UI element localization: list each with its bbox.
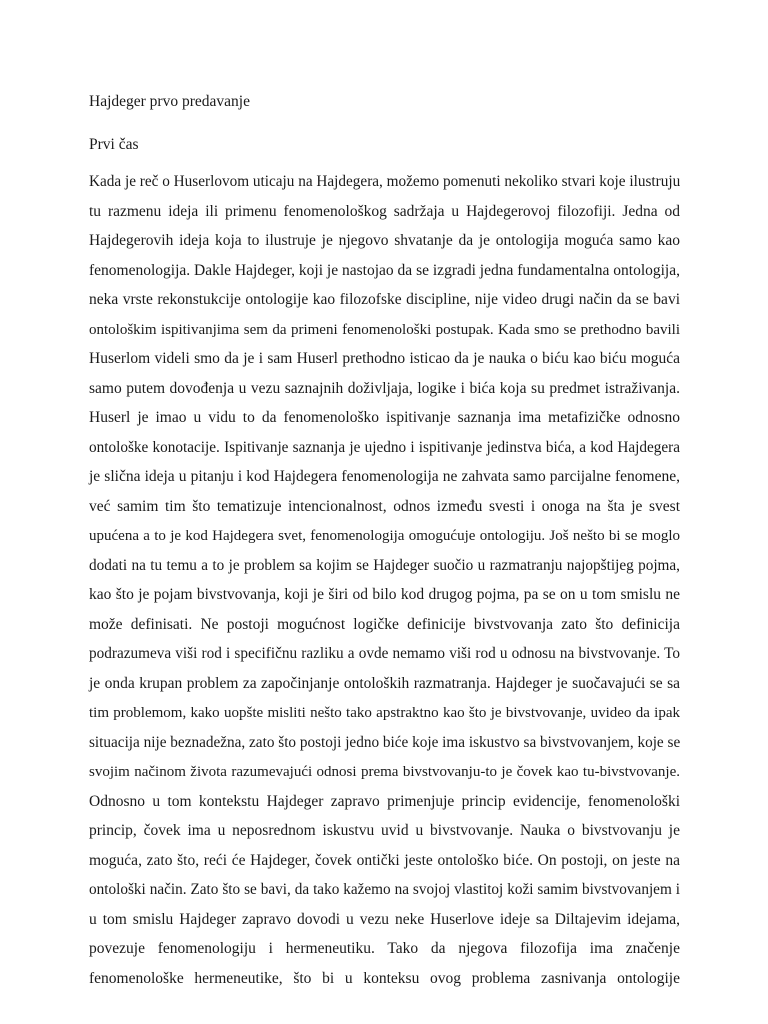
text-line: neka vrste rekonstukcije ontologije kao filozofske discipline, nije video drugi način da se bavi [89,291,680,308]
text-line: je onda krupan problem za započinjanje ontoloških razmatranja. Hajdeger je suočavajući se sa [89,674,680,692]
text-line: Hajdegerovih ideja koja to ilustruje je njegovo shvatanje da je ontologija moguća samo kao [89,232,680,249]
text-line: fenomenološke hermeneutike, što bi u konteksu ovog problema zasnivanja ontologije [89,969,680,987]
text-line: tu razmenu ideja ili primenu fenomenološkog sadržaja u Hajdegerovoj filozofiji. Jedna od [89,202,680,220]
text-line: Kada je reč o Huserlovom uticaju na Hajdegera, možemo pomenuti nekoliko stvari koje ilustruju [89,173,681,190]
document-title: Hajdeger prvo predavanje [89,93,250,110]
text-line: ontološkim ispitivanjima sem da primeni fenomenološki postupak. Kada smo se prethodno bavili [89,321,680,338]
text-line: u tom smislu Hajdeger zapravo dovodi u vezu neke Huserlove ideje sa Diltajevim idejama, [89,910,680,928]
text-line: moguća, zato što, reći će Hajdeger, čovek ontički jeste ontološko biće. On postoji, on jeste na [89,851,680,869]
text-line: svojim načinom života razumevajući odnosi prema bivstvovanju-to je čovek kao tu-bivstvovanje. [89,764,680,780]
text-line: kao što je pojam bivstvovanja, koji je širi od bilo kod drugog pojma, pa se on u tom smislu ne [89,586,680,603]
text-line: dodati na tu temu a to je problem sa kojim se Hajdeger suočio u razmatranju najopštijeg pojma, [89,556,680,574]
body-paragraph [89,172,680,998]
text-line: ontološke konotacije. Ispitivanje saznanja je ujedno i ispitivanje jedinstva bića, a kod Hajdegera [89,438,680,456]
text-line: ontološki način. Zato što se bavi, da tako kažemo na svojoj vlastitoj koži samim bivstvovanjem i [89,881,680,898]
text-line: Huserlom videli smo da je i sam Huserl prethodno isticao da je nauka o biću kao biću moguća [89,350,680,367]
text-line: tim problemom, kako uopšte misliti nešto tako apstraktno kao što je bivstvovanje, uvideo da ipak [89,705,680,721]
text-line: podrazumeva viši rod i specifičnu razliku a ovde nemamo viši rod u odnosu na bivstvovanje. To [89,645,680,662]
text-line: upućena a to je kod Hajdegera svet, fenomenologija omogućuje ontologiju. Još nešto bi se moglo [89,528,680,544]
text-line: Odnosno u tom kontekstu Hajdeger zapravo primenjuje princip evidencije, fenomenološki [89,792,680,810]
text-line: povezuje fenomenologiju i hermeneutiku. Tako da njegova filozofija ima značenje [89,940,680,957]
text-line: princip, čovek ima u neposrednom iskustvu uvid u bivstvovanje. Nauka o bivstvovanju je [89,822,680,839]
text-line: fenomenologija. Dakle Hajdeger, koji je nastojao da se izgradi jedna fundamentalna ontologija, [89,261,680,279]
text-line: samo putem dovođenja u vezu saznajnih doživljaja, logike i bića koja su predmet istraživanja. [89,379,680,397]
text-line: Huserl je imao u vidu to da fenomenološko ispitivanje saznanja ima metafizičke odnosno [89,409,680,426]
section-heading: Prvi čas [89,136,139,153]
text-line: situacija nije beznadežna, zato što postoji jedno biće koje ima iskustvo sa bivstvovanjem, koje se [89,733,681,751]
text-line: može definisati. Ne postoji mogućnost logičke definicije bivstvovanja zato što definicija [89,615,680,633]
text-line: je slična ideja u pitanju i kod Hajdegera fenomenologija ne zahvata samo parcijalne fenomene, [89,468,680,485]
text-line: već samim tim što tematizuje intencionalnost, odnos između svesti i onoga na šta je svest [89,497,680,515]
